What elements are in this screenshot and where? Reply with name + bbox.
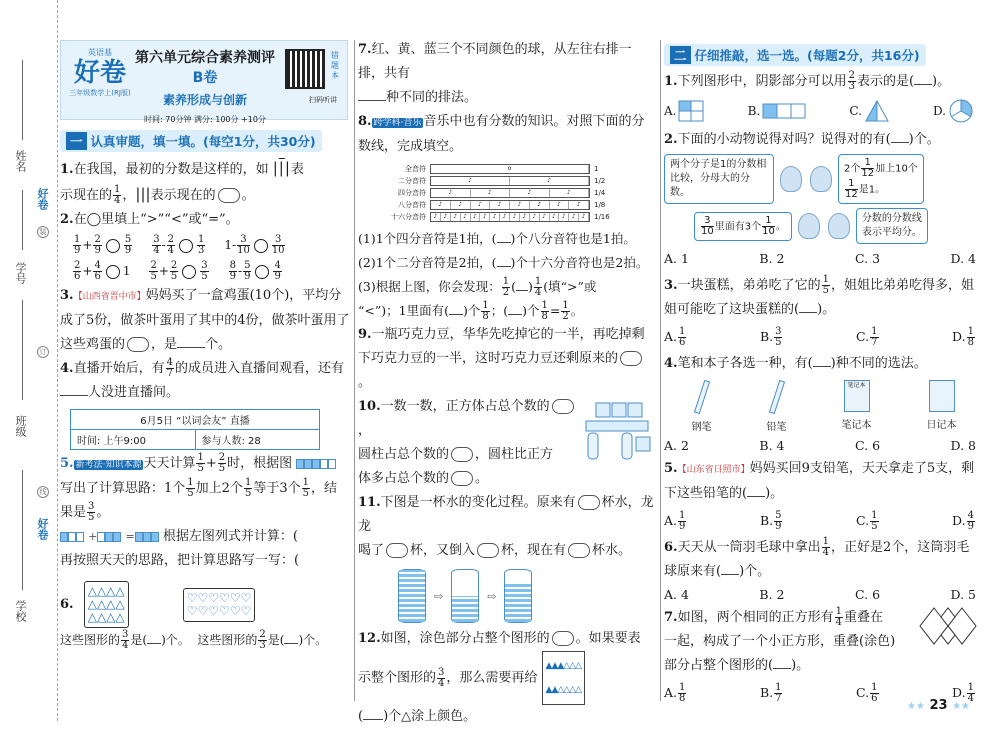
question-7 [358,38,656,110]
square-grid-icon [678,100,704,122]
arrow-icon: ⇨ [434,589,444,603]
cup-full [398,569,426,623]
answer-blank[interactable] [127,337,149,352]
option-d[interactable]: D. 4 [950,251,976,266]
source-tag: 【山西省晋中市】 [73,292,146,302]
heart-group: ♡♡♡♡♡♡ ♡♡♡♡♡♡ [183,588,256,622]
column-divider [660,40,661,701]
note-cell: ♪ [441,213,451,221]
compare-item: 1- $\frac{3}{10}$ $\frac{3}{10}$ [224,234,285,256]
note-cell: ♪ [431,189,471,197]
diary-item: 日记本 [927,378,957,433]
note-bar [430,212,590,222]
school-label: 学校 [14,600,27,622]
answer-blank[interactable] [721,574,739,575]
compare-item: $\frac{8}{9}$ - $\frac{5}{9}$ $\frac{4}{9}$ [229,260,281,282]
option-c[interactable]: C. $\frac{1}{6}$ [856,682,878,704]
column-c [664,38,984,703]
option-b[interactable]: B. $\frac{1}{7}$ [759,682,782,704]
binding-strip [0,0,58,721]
question-3 [60,284,350,357]
section-title: 仔细推敲，选一选。 [694,48,808,63]
question-text: 个。 [205,337,232,352]
answer-blank[interactable] [914,84,932,85]
title-block [135,47,275,125]
brand-top: 英语基 [88,48,112,57]
note-cell: ♪ [520,213,530,221]
binding-hole: 订 [37,346,49,358]
question-number: 2. [60,212,74,227]
question-text: 音乐中也有分数的知识。对照下面的分数线，完成填空。 [358,114,645,154]
section-score: (每题2分，共16分) [807,48,920,63]
answer-blank[interactable] [363,719,383,720]
sheep-icon [828,213,850,239]
option-c[interactable]: C. 3 [855,251,881,266]
answer-blank[interactable] [568,543,590,558]
note-label: 全音符 [405,165,426,173]
option-a[interactable]: A. 1 [664,251,689,266]
note-cell: ♪ [451,213,461,221]
question-5: 5. 新考法·知识本源 天天计算 $\frac{1}{5}$ + $\frac{2}{5}$ 时，根据图 写出了计算思路：1个 $\frac{1}{5}$ 加上2个 $\frac{1}{5}$ 等于3个 $\frac{1}{5}$ ，结 果是 $\frac{3}{5}$ 。 + = 根据左图列式并计算：( 再按照天天的思路，把计算思路写一写：( [60,452,337,568]
student-id-label: 学号 [14,262,27,284]
choice-6-options [664,584,984,606]
option-c[interactable]: C. [849,99,890,123]
answer-blank[interactable] [508,314,522,315]
answer-blank[interactable] [497,242,511,243]
bar-thirds-icon [762,103,806,119]
compare-item: $\frac{3}{4}$ - $\frac{2}{4}$ $\frac{1}{3}$ [153,234,205,256]
choice-7: 7.如图，两个相同的正方形有 $\frac{1}{4}$ 重叠在 一起，构成了一个小正方形，重叠(涂色) 部分占整个图形的( )。 [664,606,984,678]
answer-blank[interactable] [451,471,473,486]
livestream-box [70,409,320,450]
choice-5-options [664,506,984,536]
note-label: 十六分音符 [391,213,426,221]
section-score: (每空1分，共30分) [203,134,316,149]
note-cell: ♪ [510,189,550,197]
note-cell: ♪ [431,213,441,221]
note-cell: ♪ [579,213,589,221]
choice-1-options [664,98,984,124]
option-a[interactable]: A. [664,100,704,122]
question-2 [60,208,350,232]
note-cell: ♪ [461,213,471,221]
question-text: 红、黄、蓝三个不同颜色的球，从左往右排一排，共有 [358,42,632,81]
fountain-pen-icon [693,380,709,414]
choice-1: 1.下列图形中，阴影部分可以用 $\frac{2}{3}$ 表示的是( )。 [664,70,951,92]
notebook-icon: 笔记本 [844,380,870,412]
pencil-item: 铅笔 [767,378,787,433]
option-b[interactable]: B. 2 [759,251,785,266]
choice-2: 2.下面的小动物说得对吗？说得对的有( )个。 [664,132,940,147]
compare-item: $\frac{1}{9}$ + $\frac{2}{9}$ $\frac{5}{9}$ [74,234,132,256]
rabbit-icon [798,213,820,239]
note-label: 四分音符 [398,189,426,197]
question-12: 12.如图，涂色部分占整个图形的 。如果要表 示整个图形的 $\frac{3}{4}$ ，那么需要再给 ▲▲▲△△△ ▲▲△△△△ ( )个△涂上颜色。 [358,631,641,724]
compare-circle[interactable] [254,239,268,253]
answer-blank[interactable] [747,496,765,497]
question-text: 根据左图列式并计算：( [162,529,298,544]
option-c[interactable]: C. 6 [855,438,881,453]
cross-subject-tag: 跨学科·音乐 [373,118,422,128]
triangle-row-figure: ▲▲▲△△△ ▲▲△△△△ [542,651,586,705]
livestream-time: 时间: 上午9:00 [71,430,196,449]
decor-stars: ★★ [952,701,970,712]
animal-bubbles-bottom [694,208,984,244]
compare-item: $\frac{2}{5}$ + $\frac{2}{5}$ $\frac{3}{5}$ [150,260,208,282]
column-a [60,124,350,703]
note-cell: ♪ [471,213,481,221]
note-cell: ♪ [550,189,590,197]
note-bar [430,200,590,210]
compare-row-2 [60,258,350,284]
column-b [358,38,656,724]
question-8-answers: (1)1个四分音符是1拍，( )个八分音符也是1拍。 (2)1个二分音符是2拍，( )个十六分音符也是2拍。 (3)根据上图，你会发现： $\frac{1}{2}$ ( ) $\frac{1}{4}$ (填“>”或 “<”)；1里面有( )个 $\frac{1}{8}$ ；( )个 $\frac{1}{8}$ = $\frac{1}{2}$ 。 [358,231,649,322]
answer-blank[interactable] [477,543,499,558]
compare-circle[interactable] [106,239,120,253]
answer-blank[interactable] [799,312,817,313]
title-suffix: B卷 [192,70,218,86]
qr-label: 扫码听讲 [309,96,337,104]
note-cell: ♪ [569,213,579,221]
question-number: 5. [60,456,74,471]
triangle-group: △△△△ △△△△ △△△△ [84,581,129,628]
puppy-icon [780,166,802,192]
answer-blank[interactable] [620,351,642,366]
note-bar [430,188,590,198]
grade-label: 三年级数学上(RJ版) [69,89,131,97]
answer-blank[interactable] [60,395,88,396]
choice-3-options [664,322,984,352]
answer-blank[interactable] [813,366,831,367]
note-cell: ♪ [510,177,589,185]
answer-blank[interactable] [497,266,511,267]
speech-bubble: 两个分子是1的分数相比较，分母大的分数。 [664,154,774,204]
cup-refill [504,569,532,623]
question-number: 9. [358,327,372,342]
compare-item: $\frac{2}{6}$ + $\frac{4}{6}$ 1 [74,260,131,282]
speech-bubble: 分数的分数线表示平均分。 [856,208,928,244]
question-number: 12. [358,631,381,646]
option-b[interactable]: B. $\frac{5}{9}$ [759,510,782,532]
option-c[interactable]: C. $\frac{1}{5}$ [856,510,878,532]
question-text: 天天计算 [143,456,196,471]
question-number: 4. [664,356,678,371]
stationery-items [664,378,984,433]
note-row [378,163,656,175]
question-text: 时，根据图 [227,456,293,471]
option-a[interactable]: A. 4 [664,587,689,602]
binding-line [22,60,23,140]
question-text: 直播开始后，有 [73,361,165,376]
question-text: 表 [290,162,304,177]
answer-blank[interactable] [773,668,791,669]
option-b[interactable]: B. 4 [759,438,785,453]
option-b[interactable]: B. $\frac{3}{5}$ [759,326,782,348]
choice-2-options [664,244,984,274]
answer-blank[interactable] [451,447,473,462]
note-cell: ♪ [530,213,540,221]
speech-bubble: $\frac{3}{10}$ 里面有3个 $\frac{1}{10}$ 。 [694,212,792,241]
note-cell: ♪ [500,213,510,221]
note-label: 二分音符 [398,177,426,185]
choice-5: 5.【山东省日照市】妈妈买回9支铅笔，天天拿走了5支，剩下这些铅笔的( )。 [664,461,975,501]
note-cell: ♪ [471,201,491,209]
note-fraction: 1/2 [594,177,606,185]
answer-blank[interactable] [147,643,161,644]
note-cell: ♪ [431,177,510,185]
note-fraction: 1/8 [594,201,606,209]
qr-code[interactable] [285,49,325,89]
note-cell: ♪ [490,213,500,221]
cup-sequence [398,569,656,623]
addition-figure [135,532,159,542]
option-d[interactable]: D. 8 [950,438,976,453]
addition-figure [60,532,84,542]
question-number: 1. [60,162,74,177]
option-d[interactable]: D. $\frac{1}{8}$ [952,326,974,348]
binding-line [22,190,23,250]
question-number: 4. [60,361,74,376]
note-cell: ♪ [530,201,550,209]
question-number: 10. [358,399,381,414]
fraction-bar-figure [296,459,336,469]
question-11: 11.下图是一杯水的变化过程。原来有 杯水，龙龙 喝了 杯，又倒入 杯，现在有 杯水。 [358,495,654,558]
page-number [907,698,970,713]
question-number: 7. [358,42,372,57]
section-number: 二 [670,46,691,64]
question-text: ， [122,188,136,203]
answer-blank[interactable] [552,399,574,414]
question-text: ，是 [151,337,178,352]
note-cell: ♪ [550,213,560,221]
note-row [378,211,656,223]
option-d[interactable]: D. [933,98,974,124]
note-label: 八分音符 [398,201,426,209]
note-cell: ♪ [510,201,530,209]
compare-circle[interactable] [255,265,269,279]
compare-circle[interactable] [182,265,196,279]
question-6 [60,581,350,628]
question-text: 表示现在的 [150,188,216,203]
option-d[interactable]: D. 5 [950,587,976,602]
choice-3: 3.一块蛋糕，弟弟吃了它的 $\frac{1}{5}$ ，姐姐比弟弟吃得多，姐 姐可能吃了这块蛋糕的( )。 [664,274,974,317]
answer-blank[interactable] [552,631,574,646]
notebook-item: 笔记本 笔记本 [841,382,872,431]
note-bar [430,176,590,186]
diary-icon [929,380,955,412]
section-one-heading [60,130,322,152]
compare-circle[interactable] [106,265,120,279]
option-b[interactable]: B. 2 [759,587,785,602]
speech-bubble: 2个 $\frac{1}{12}$ 加上10个 $\frac{1}{12}$ 是1。 [838,154,924,204]
brand-name: 好卷 [73,58,126,88]
page-title: 第六单元综合素养测评 [135,50,275,66]
option-a[interactable]: A. $\frac{1}{6}$ [664,326,686,348]
note-row [378,199,656,211]
answer-blank[interactable] [284,643,298,644]
question-1 [60,156,350,208]
question-number: 3. [664,278,678,293]
error-book-label: 错题本 [331,51,339,80]
binding-logo: 好卷 [36,188,49,210]
answer-blank[interactable] [891,142,909,143]
note-fraction: 1/16 [594,213,610,221]
note-row [378,175,656,187]
question-6-answers: 这些图形的 $\frac{3}{4}$ 是( )个。 这些图形的 $\frac{2}{3}$ 是( )个。 [60,629,328,651]
test-header [60,40,348,124]
note-cell: o [431,165,589,173]
note-cell: ♪ [559,213,569,221]
column-divider [354,40,355,701]
new-method-tag: 新考法·知识本源 [75,460,142,470]
note-cell: ♪ [490,201,510,209]
section-number: 一 [66,132,87,150]
question-number: 7. [664,610,678,625]
question-9: 9.一瓶巧克力豆，华华先吃掉它的一半，再吃掉剩下巧克力豆的一半，这时巧克力豆还剩原来的。 [358,327,645,390]
note-bar [430,164,590,174]
question-number: 6. [60,597,74,612]
section-two-heading [664,44,926,66]
test-meta: 时间: 70分钟 满分: 100分 +10分 [144,115,266,124]
cup-half [451,569,479,623]
answer-blank[interactable] [449,314,463,315]
question-number: 3. [60,288,74,303]
pencil-icon [768,380,784,414]
question-number: 5. [664,461,678,476]
source-tag: 【山东省日照市】 [677,465,750,475]
note-cell: ♪ [540,213,550,221]
note-fraction: 1/4 [594,189,606,197]
note-cell: ♪ [510,213,520,221]
circle-icon [948,98,974,124]
livestream-count: 参与人数: 28 [201,436,261,447]
compare-row-1 [60,232,350,258]
question-number: 8. [358,114,372,129]
question-text: 妈妈买了一盒鸡蛋(10个)，平均分成了5份，做茶叶蛋用了其中的4份，做茶叶蛋用了这些鸡蛋的 [60,288,350,352]
option-d[interactable]: D. $\frac{4}{9}$ [952,510,974,532]
question-text: 。 [241,188,255,203]
question-text: 人没进直播间。 [88,385,180,400]
page-number-value: 23 [929,698,948,713]
note-cell: ♪ [431,201,451,209]
arrow-icon: ⇨ [487,589,497,603]
question-number: 11. [358,495,381,510]
question-text: 一瓶巧克力豆，华华先吃掉它的一半，再吃掉剩下巧克力豆的一半，这时巧克力豆还剩原来的 [358,327,645,366]
binding-logo: 好卷 [36,518,49,540]
binding-hole: 装 [37,226,49,238]
section-title: 认真审题，填一填。 [90,134,204,149]
option-c[interactable]: C. 6 [855,587,881,602]
answer-blank[interactable] [386,543,408,558]
decor-stars: ★★ [906,701,925,712]
option-a[interactable]: A. 2 [664,438,689,453]
binding-line [22,470,23,590]
note-cell: ♪ [471,189,511,197]
overlap-squares-figure [918,606,978,646]
note-fraction: 1 [594,165,599,173]
music-note-chart [378,163,656,223]
question-8 [358,110,656,159]
answer-blank[interactable] [516,290,528,291]
answer-blank[interactable] [358,100,386,101]
note-cell: ♪ [451,201,471,209]
note-cell: ♪ [569,201,589,209]
answer-blank[interactable] [177,347,205,348]
dog-icon [810,166,832,192]
blocks-figure [582,395,652,465]
question-text: 的成员进入直播间观看，还有 [174,361,344,376]
answer-blank[interactable] [218,188,240,203]
option-b[interactable]: B. [748,103,807,119]
subtitle: 素养形成与创新 [162,93,247,107]
question-text: 在◯里填上“>”“<”或“=”。 [73,212,239,227]
ancient-fraction-icon: ||| [135,185,151,203]
fountain-pen-item: 钢笔 [692,378,712,433]
question-10: 10.一数一数，正方体占总个数的， 圆柱占总个数的 ，圆柱比正方 体多占总个数的 。 [358,395,656,491]
livestream-title: 6月5日 “以词会友” 直播 [71,410,319,430]
animal-bubbles-top [664,154,984,204]
option-c[interactable]: C. $\frac{1}{7}$ [856,326,878,348]
question-text: 再按照天天的思路，把计算思路写一写：( [60,553,300,568]
binding-line [22,300,23,400]
option-a[interactable]: A. $\frac{1}{9}$ [664,510,686,532]
note-cell: ♪ [480,213,490,221]
choice-4: 4.笔和本子各选一种，有( )种不同的选法。 [664,356,927,371]
question-number: 6. [664,540,678,555]
question-number: 1. [664,74,678,89]
choice-6: 6.天天从一筒羽毛球中拿出 $\frac{1}{4}$ ，正好是2个，这筒羽毛 球原来有( )个。 [664,536,970,579]
answer-blank[interactable] [578,495,600,510]
binding-hole: 线 [37,486,49,498]
class-label: 班级 [14,415,27,437]
compare-circle[interactable] [179,239,193,253]
fraction: $\frac{1}{4}$ [114,184,121,206]
note-row [378,187,656,199]
question-text: 示现在的 [60,188,113,203]
question-number: 2. [664,132,678,147]
addition-figure [97,532,121,542]
note-cell: ♪ [550,201,570,209]
option-a[interactable]: A. $\frac{1}{8}$ [664,682,686,704]
brand-logo [67,47,133,115]
option-d[interactable]: D. $\frac{1}{4}$ [952,682,974,704]
question-text: 种不同的排法。 [386,90,478,105]
triangle-icon [864,99,890,123]
name-label: 姓名 [14,150,27,172]
ancient-fraction-icon: ||| [272,159,291,177]
question-text: 在我国，最初的分数是这样的，如 [73,162,269,177]
choice-4-options [664,435,984,457]
question-4: 4.直播开始后，有 $\frac{4}{7}$ 的成员进入直播间观看，还有 人没进直播间。 [60,357,344,400]
